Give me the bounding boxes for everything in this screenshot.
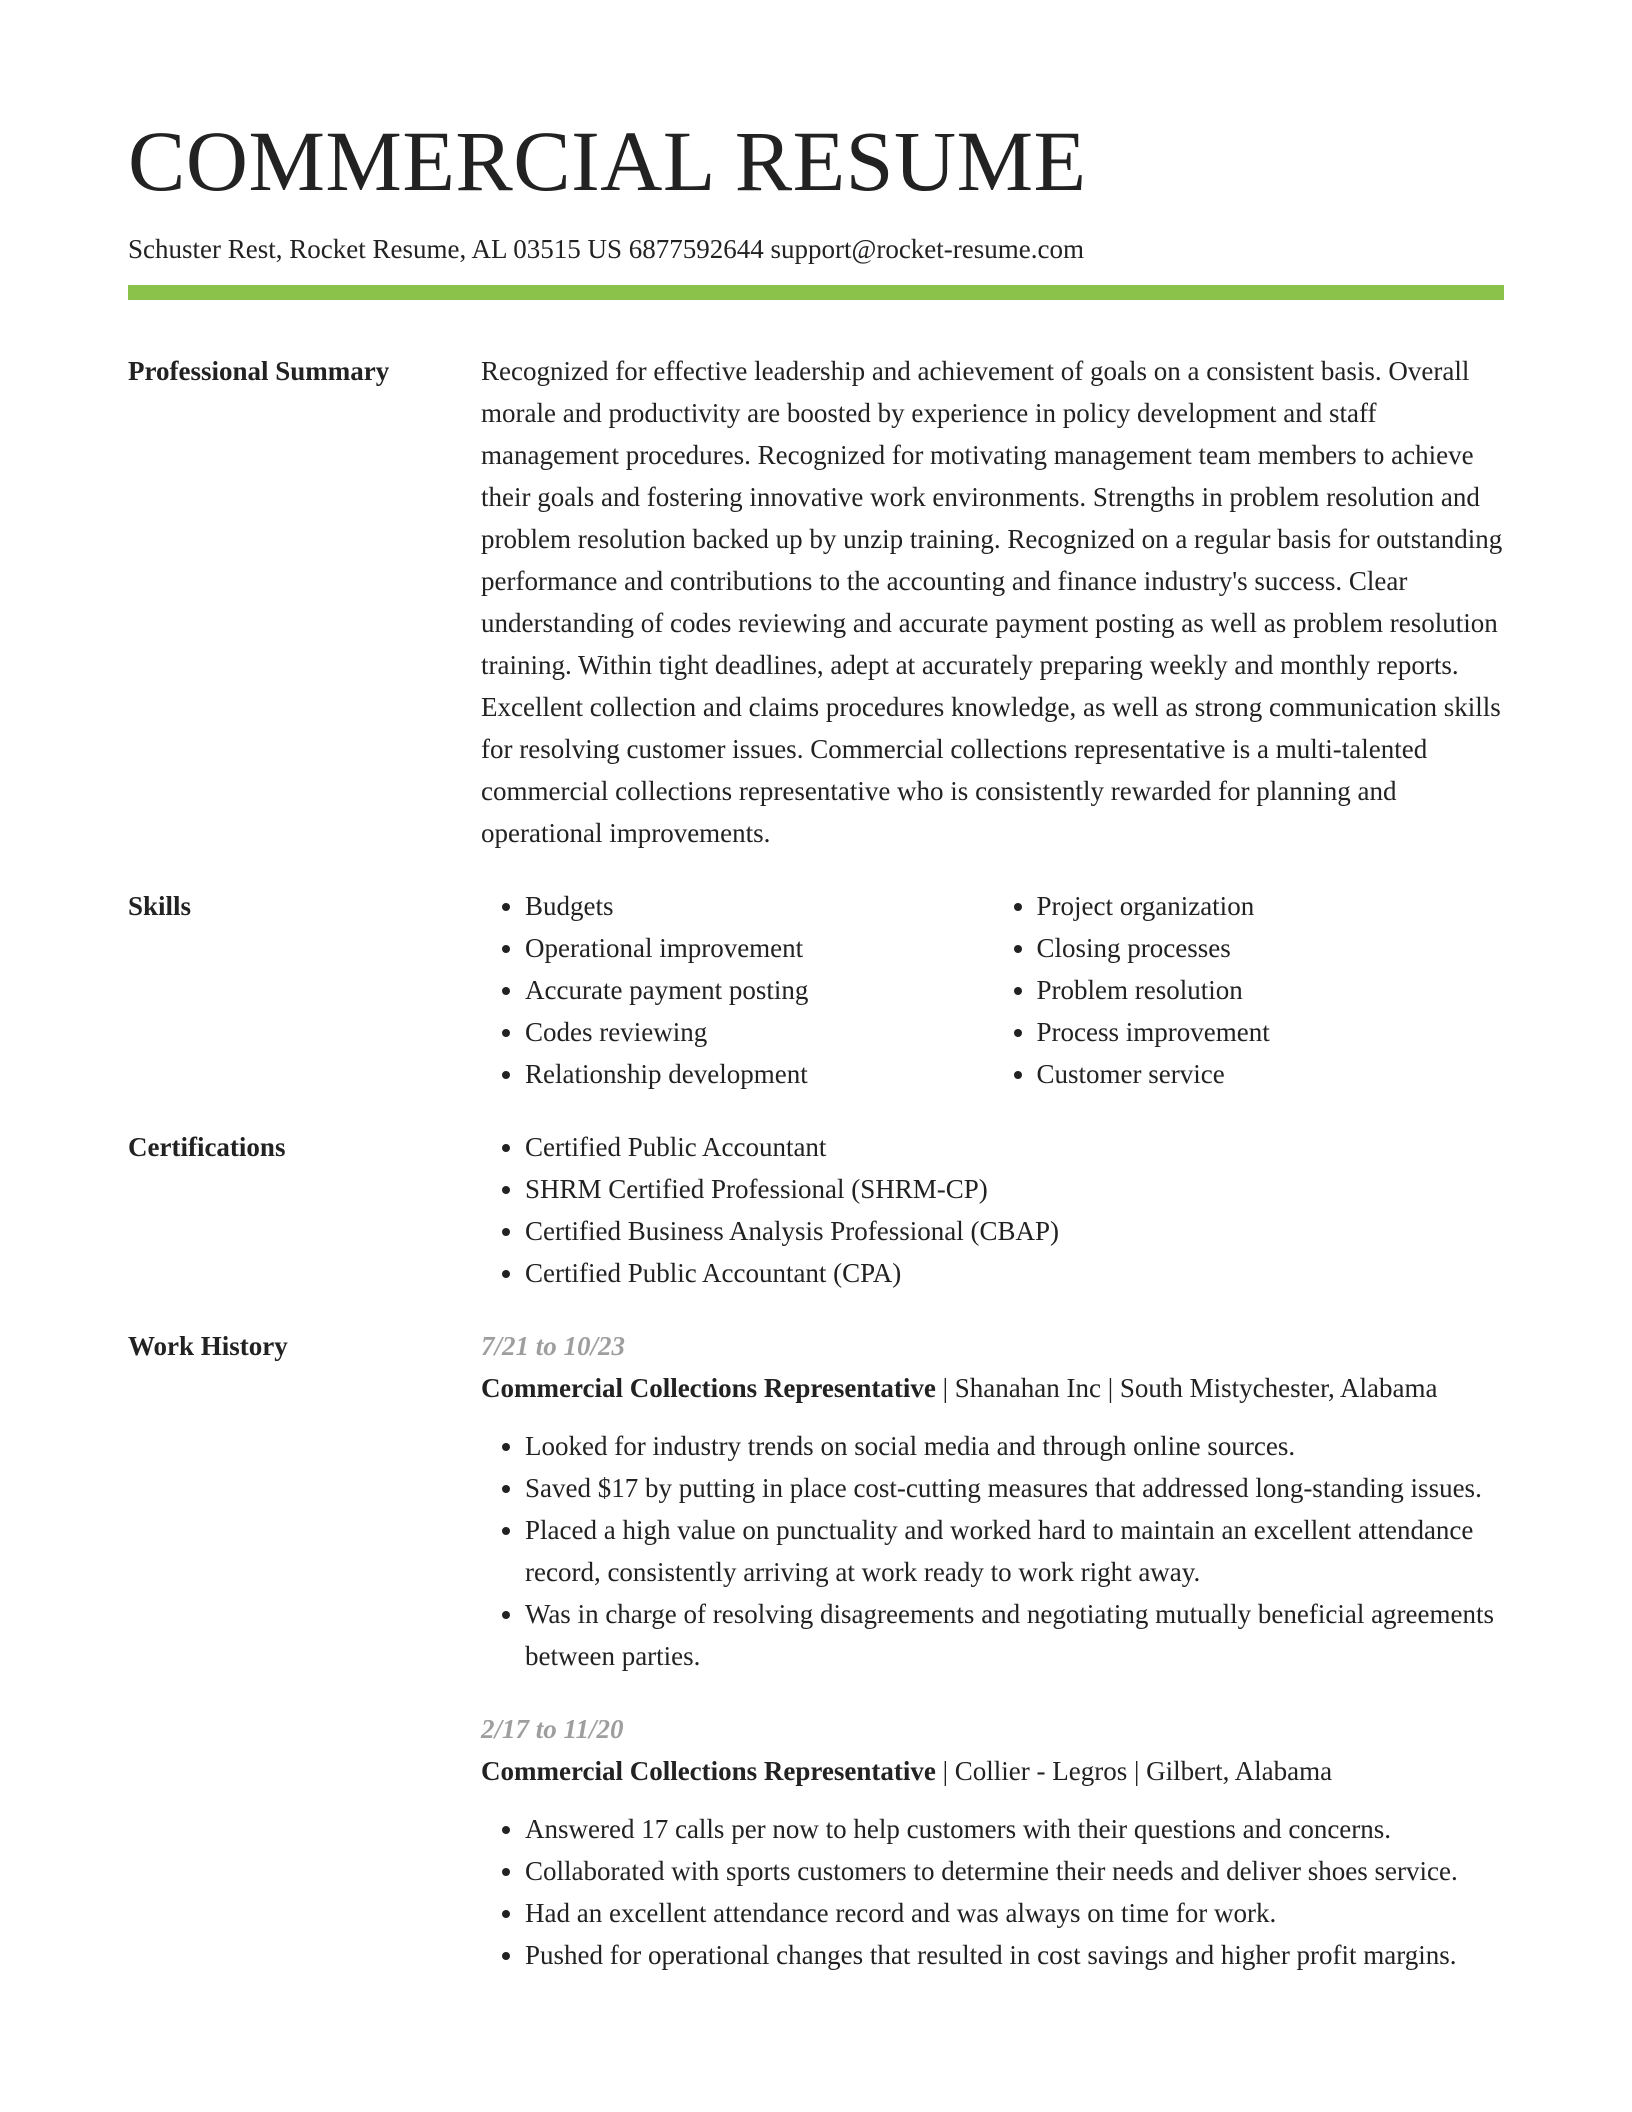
resume-title: COMMERCIAL RESUME bbox=[128, 113, 1087, 209]
skills-section bbox=[128, 885, 1504, 1095]
summary-text: Recognized for effective leadership and achievement of goals on a consistent basis. Overall morale and productivity are boosted by experience in policy development and staff management procedures. Recognized for motivating management team members to achieve their goals and fostering innovative work environments. Strengths in problem resolution and problem resolution backed up by unzip training. Recognized on a regular basis for outstanding performance and contributions to the accounting and finance industry's success. Clear understanding of codes reviewing and accurate payment posting as well as problem resolution training. Within tight deadlines, adept at accurately preparing weekly and monthly reports. Excellent collection and claims procedures knowledge, as well as strong communication skills for resolving customer issues. Commercial collections representative is a multi-talented commercial collections representative who is consistently rewarded for planning and operational improvements. bbox=[481, 356, 1503, 848]
skills-label: Skills bbox=[128, 891, 192, 921]
job-bullet: • Answered 17 calls per now to help customers with their questions and concerns. bbox=[525, 1808, 1504, 1850]
job-bullets bbox=[481, 1425, 1504, 1677]
job-bullet: • Collaborated with sports customers to determine their needs and deliver shoes service. bbox=[525, 1850, 1504, 1892]
header-accent-rule bbox=[128, 285, 1504, 300]
work-history-label: Work History bbox=[128, 1331, 288, 1361]
skill-item: • Process improvement bbox=[1037, 1011, 1505, 1053]
job-bullets bbox=[481, 1808, 1504, 1976]
skill-item: • Relationship development bbox=[525, 1053, 993, 1095]
job-heading bbox=[481, 1750, 1504, 1792]
job-bullet: • Had an excellent attendance record and was always on time for work. bbox=[525, 1892, 1504, 1934]
contact-email: support@rocket-resume.com bbox=[770, 234, 1084, 264]
job-bullet: • Saved $17 by putting in place cost-cutting measures that addressed long-standing issues. bbox=[525, 1467, 1504, 1509]
job-entry bbox=[481, 1325, 1504, 1677]
skill-item: • Accurate payment posting bbox=[525, 969, 993, 1011]
certification-item: • Certified Public Accountant bbox=[525, 1126, 1504, 1168]
job-title: Commercial Collections Representative bbox=[481, 1756, 936, 1786]
skill-item: • Customer service bbox=[1037, 1053, 1505, 1095]
certification-item: • Certified Business Analysis Professional (CBAP) bbox=[525, 1210, 1504, 1252]
job-company-location: | Shanahan Inc | South Mistychester, Alabama bbox=[935, 1373, 1438, 1403]
skills-list-left bbox=[481, 885, 993, 1095]
skill-item: • Operational improvement bbox=[525, 927, 993, 969]
contact-address: Schuster Rest, Rocket Resume, AL 03515 US bbox=[128, 234, 622, 264]
skills-list-right bbox=[993, 885, 1505, 1095]
summary-label: Professional Summary bbox=[128, 356, 390, 386]
skill-item: • Project organization bbox=[1037, 885, 1505, 927]
summary-section bbox=[128, 350, 1504, 854]
contact-phone: 6877592644 bbox=[628, 234, 764, 264]
skill-item: • Codes reviewing bbox=[525, 1011, 993, 1053]
work-history-section bbox=[128, 1325, 1504, 1976]
certification-item: • SHRM Certified Professional (SHRM-CP) bbox=[525, 1168, 1504, 1210]
certifications-section bbox=[128, 1126, 1504, 1294]
certifications-list bbox=[481, 1126, 1504, 1294]
certifications-label: Certifications bbox=[128, 1132, 286, 1162]
skill-item: • Closing processes bbox=[1037, 927, 1505, 969]
skill-item: • Budgets bbox=[525, 885, 993, 927]
job-date: 2/17 to 11/20 bbox=[481, 1714, 624, 1744]
certification-item: • Certified Public Accountant (CPA) bbox=[525, 1252, 1504, 1294]
skill-item: • Problem resolution bbox=[1037, 969, 1505, 1011]
job-bullet: • Placed a high value on punctuality and worked hard to maintain an excellent attendance record, consistently arriving at work ready to work right away. bbox=[525, 1509, 1504, 1593]
job-bullet: • Looked for industry trends on social media and through online sources. bbox=[525, 1425, 1504, 1467]
contact-line bbox=[128, 234, 1504, 265]
job-bullet: • Pushed for operational changes that resulted in cost savings and higher profit margins. bbox=[525, 1934, 1504, 1976]
job-heading bbox=[481, 1367, 1504, 1409]
job-company-location: | Collier - Legros | Gilbert, Alabama bbox=[935, 1756, 1333, 1786]
job-date: 7/21 to 10/23 bbox=[481, 1331, 626, 1361]
job-bullet: • Was in charge of resolving disagreements and negotiating mutually beneficial agreements between parties. bbox=[525, 1593, 1504, 1677]
job-entry bbox=[481, 1708, 1504, 1976]
job-title: Commercial Collections Representative bbox=[481, 1373, 936, 1403]
